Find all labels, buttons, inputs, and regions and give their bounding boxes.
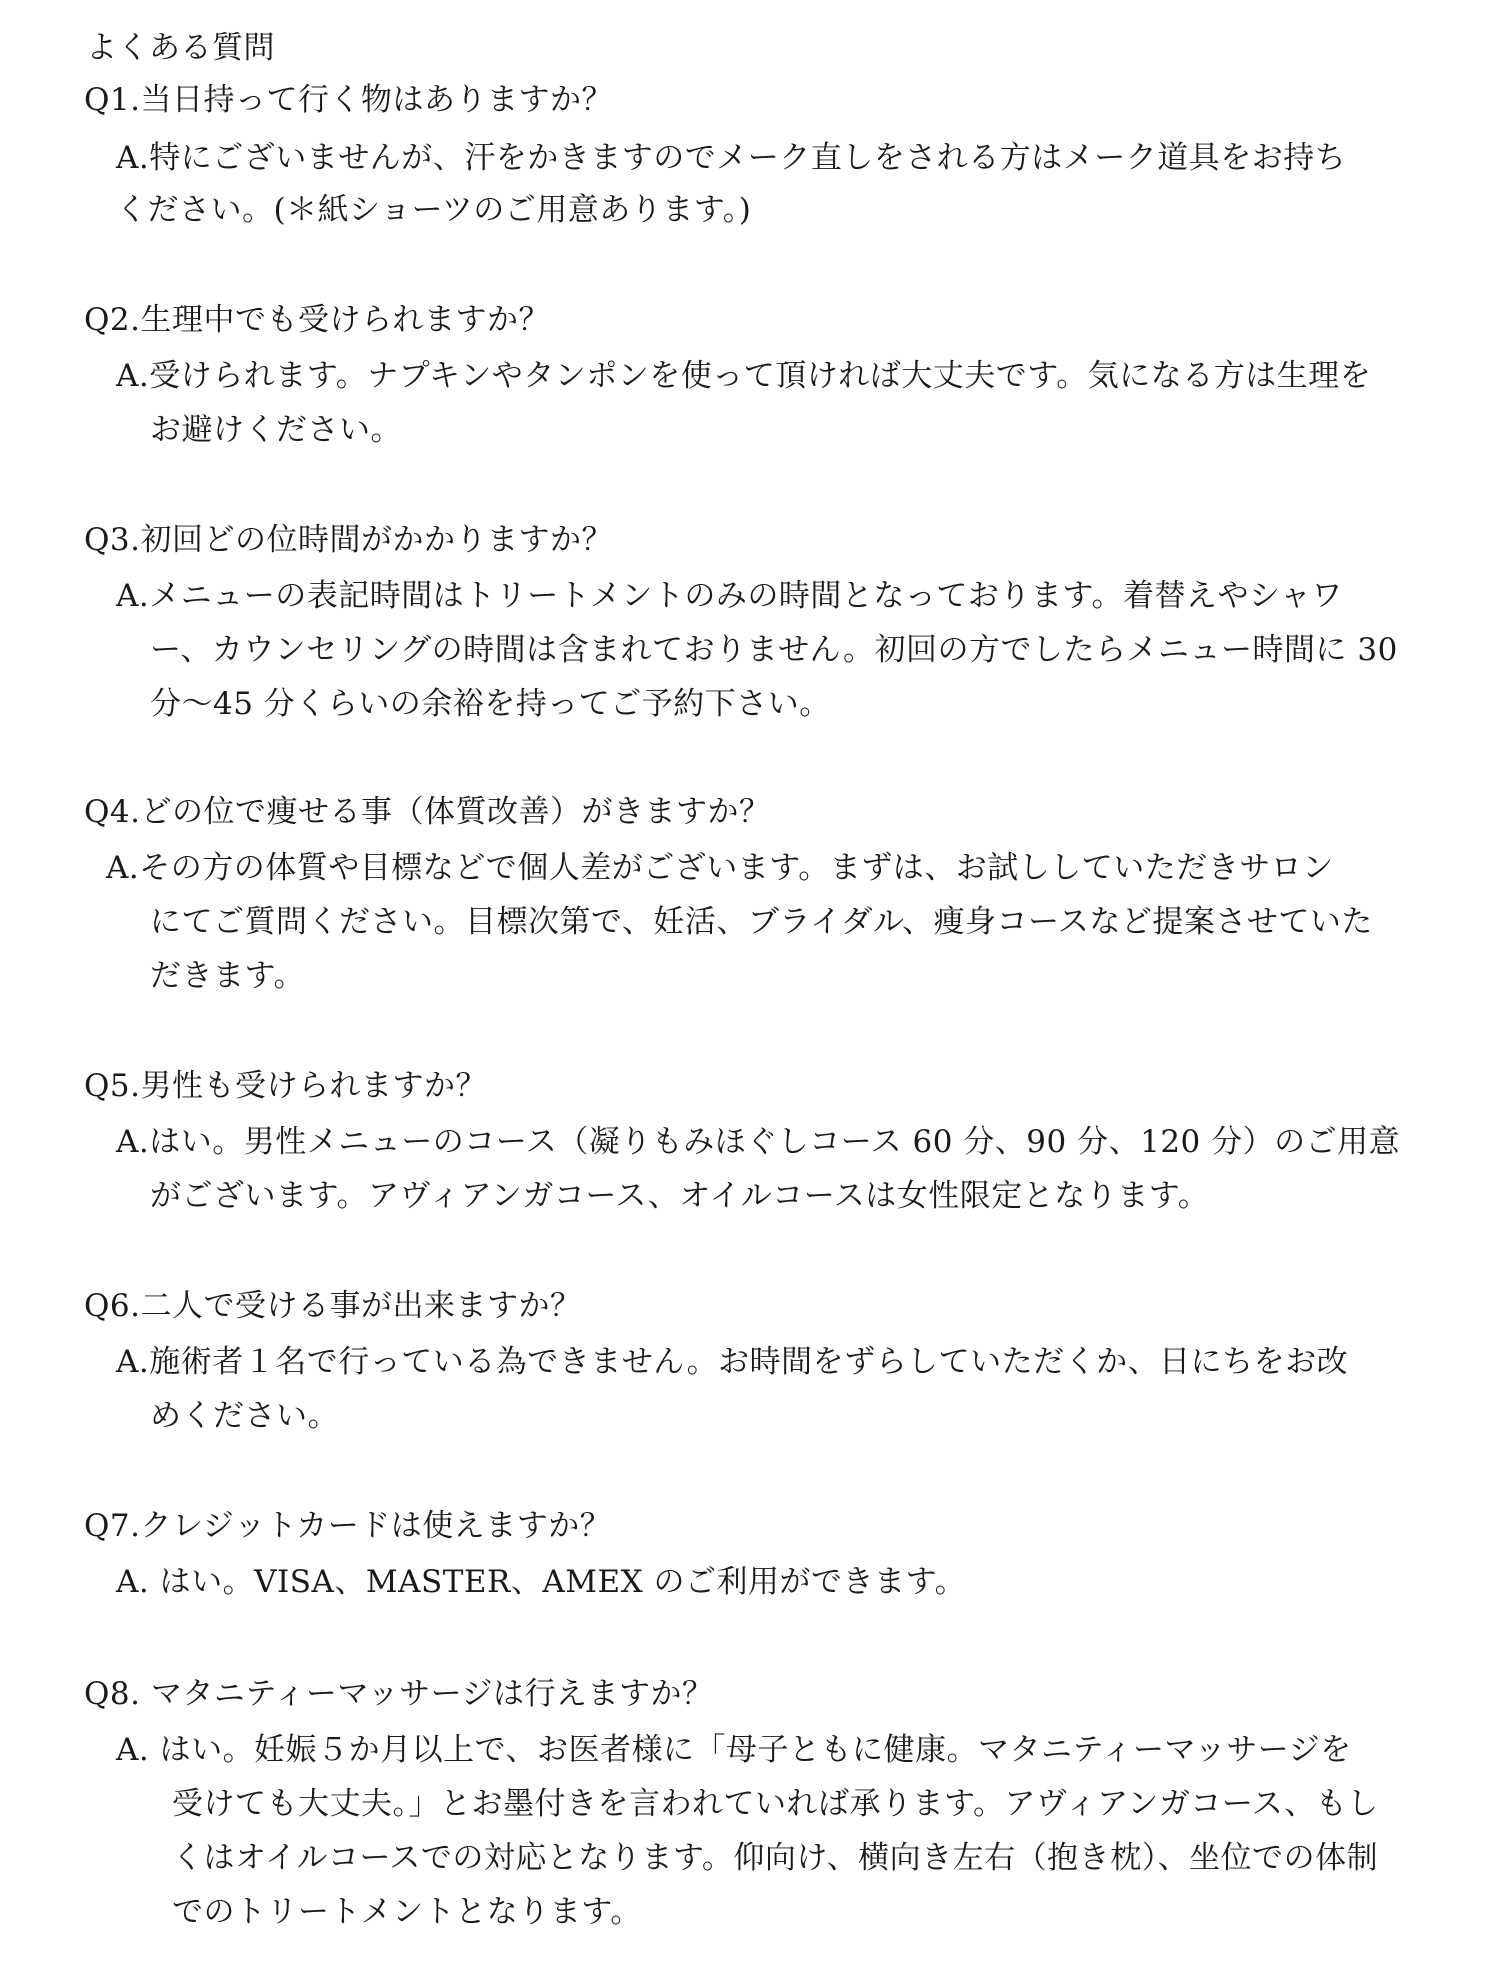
faq-question-3: Q3.初回どの位時間がかかりますか？ bbox=[84, 522, 613, 558]
faq-answer-6-line-1: A.施術者１名で行っている為できません。お時間をずらしていただくか、日にちをお改 bbox=[116, 1344, 1349, 1380]
faq-answer-3-line-1: A.メニューの表記時間はトリートメントのみの時間となっております。着替えやシャワ bbox=[116, 578, 1343, 614]
faq-answer-4-line-3: だきます。 bbox=[150, 958, 306, 994]
page-title: よくある質問 bbox=[86, 30, 275, 66]
faq-question-2: Q2.生理中でも受けられますか？ bbox=[84, 302, 550, 338]
faq-answer-8-line-2: 受けても大丈夫。」とお墨付きを言われていれば承ります。アヴィアンガコース、もし bbox=[172, 1786, 1379, 1822]
faq-answer-4-line-1: A.その方の体質や目標などで個人差がございます。まずは、お試ししていただきサロン bbox=[106, 850, 1334, 886]
faq-answer-1-line-1: A.特にございませんが、汗をかきますのでメーク直しをされる方はメーク道具をお持ち bbox=[116, 140, 1347, 176]
faq-answer-6-line-2: めください。 bbox=[150, 1398, 339, 1434]
faq-answer-2-line-2: お避けください。 bbox=[150, 412, 402, 448]
faq-answer-5-line-2: がございます。アヴィアンガコース、オイルコースは女性限定となります。 bbox=[150, 1178, 1210, 1214]
faq-question-1: Q1.当日持って行く物はありますか？ bbox=[84, 82, 613, 118]
faq-question-7: Q7.クレジットカードは使えますか？ bbox=[84, 1508, 612, 1544]
faq-answer-3-line-3: 分〜45 分くらいの余裕を持ってご予約下さい。 bbox=[150, 686, 831, 722]
faq-answer-2-line-1: A.受けられます。ナプキンやタンポンを使って頂ければ大丈夫です。気になる方は生理を bbox=[116, 358, 1372, 394]
faq-answer-8-line-4: でのトリートメントとなります。 bbox=[172, 1894, 642, 1930]
faq-answer-3-line-2: ー、カウンセリングの時間は含まれておりません。初回の方でしたらメニュー時間に 30 bbox=[150, 632, 1398, 668]
faq-answer-8-line-3: くはオイルコースでの対応となります。仰向け、横向き左右（抱き枕）、坐位での体制 bbox=[172, 1840, 1379, 1876]
faq-answer-1-line-2: ください。(＊紙ショーツのご用意あります。) bbox=[116, 192, 752, 228]
faq-answer-8-line-1: A. はい。妊娠５か月以上で、お医者様に「母子ともに健康。マタニティーマッサージを bbox=[116, 1732, 1352, 1768]
faq-question-6: Q6.二人で受ける事が出来ますか？ bbox=[84, 1288, 582, 1324]
faq-question-4: Q4.どの位で痩せる事（体質改善）がきますか？ bbox=[84, 794, 771, 830]
faq-question-8: Q8. マタニティーマッサージは行えますか？ bbox=[84, 1676, 714, 1712]
faq-answer-4-line-2: にてご質問ください。目標次第で、妊活、ブライダル、痩身コースなど提案させていた bbox=[150, 904, 1373, 940]
faq-answer-7-line-1: A. はい。VISA、MASTER、AMEX のご利用ができます。 bbox=[116, 1564, 967, 1600]
faq-question-5: Q5.男性も受けられますか？ bbox=[84, 1068, 487, 1104]
faq-answer-5-line-1: A.はい。男性メニューのコース（凝りもみほぐしコース 60 分、90 分、120 分）のご用意 bbox=[116, 1124, 1401, 1160]
